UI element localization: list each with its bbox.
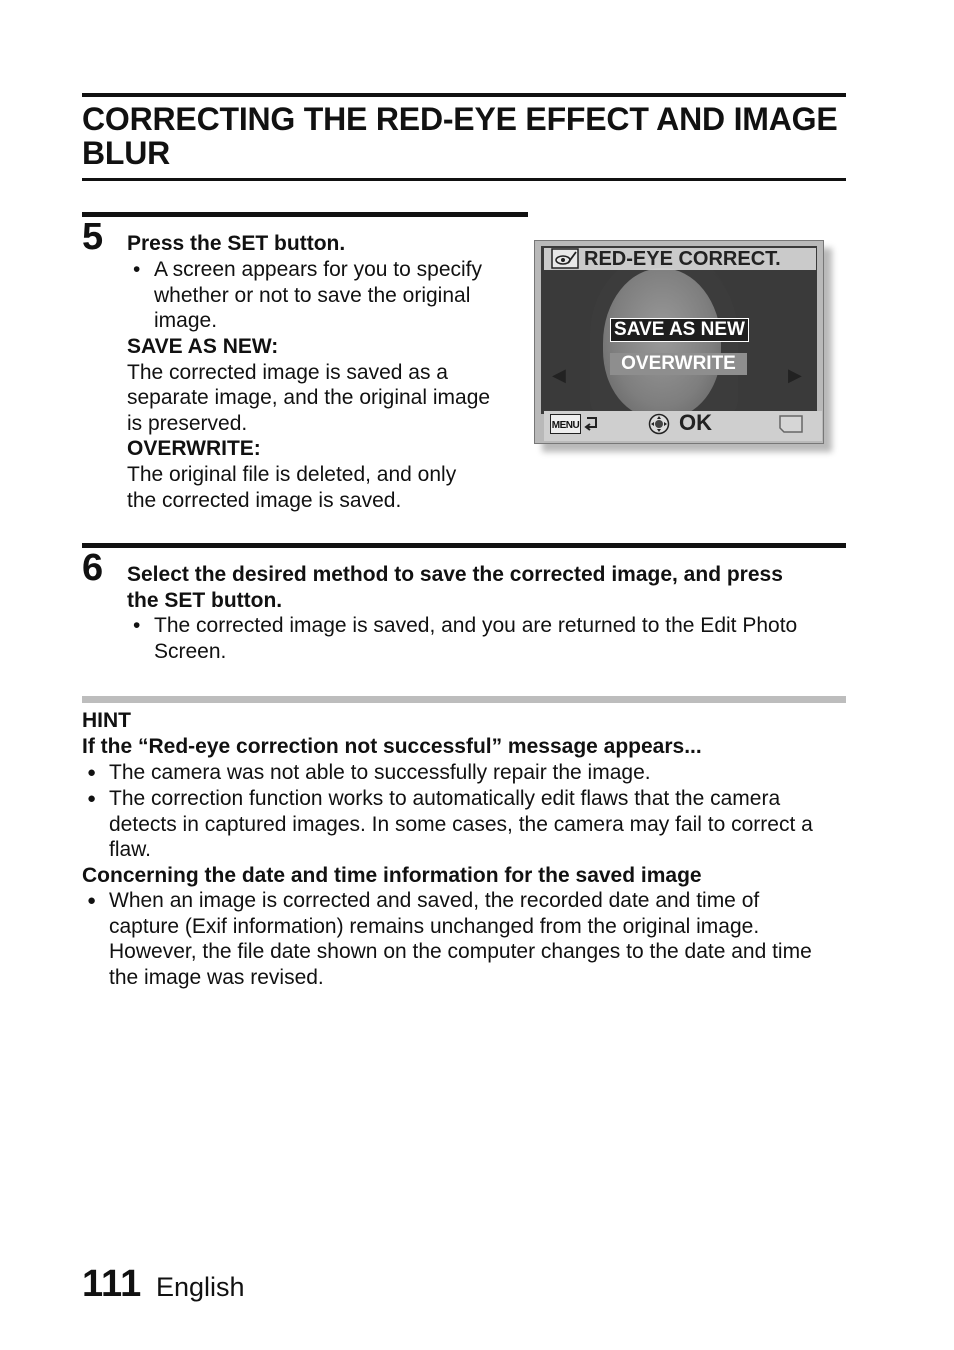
step5-bullet-line-1: A screen appears for you to specify: [154, 258, 483, 281]
hint-item-3-line-3: However, the file date shown on the computer changes to the date and time: [109, 940, 812, 964]
step6-heading-line-2: the SET button.: [127, 588, 283, 612]
step6-bullet-line-2: Screen.: [154, 639, 227, 663]
hint-item-2-line-2: detects in captured images. In some cases, the camera may fail to correct a: [109, 812, 813, 836]
hint-subhead-1: If the “Red-eye correction not successful” message appears...: [82, 735, 702, 758]
page-title: [82, 102, 852, 170]
left-arrow-icon[interactable]: ◀: [552, 365, 566, 385]
return-icon[interactable]: [583, 414, 601, 434]
step6-bullet-line-1: The corrected image is saved, and you are returned to the Edit Photo: [154, 614, 798, 637]
step5-number: 5: [82, 216, 104, 258]
step6-heading: [127, 562, 847, 613]
save-as-new-heading: SAVE AS NEW:: [127, 335, 279, 358]
camera-screen-title: RED-EYE CORRECT.: [584, 248, 781, 270]
save-as-new-line-1: The corrected image is saved as a: [127, 360, 448, 384]
menu-label: MENU: [551, 420, 580, 431]
bullet-mark: ●: [87, 764, 97, 781]
step6-bullet: [133, 613, 848, 665]
bullet-mark: ●: [87, 790, 97, 807]
step5-heading: Press the SET button.: [127, 232, 346, 255]
ok-label[interactable]: OK: [679, 410, 712, 435]
step5-bullet-line-3: image.: [154, 309, 218, 333]
dpad-icon: [648, 413, 670, 435]
bullet-mark: •: [133, 258, 141, 281]
overwrite-line-1: The original file is deleted, and only: [127, 462, 457, 486]
step5-rule: [82, 212, 528, 217]
title-top-rule: [82, 93, 846, 97]
hint-item-2-line-1: The correction function works to automatically edit flaws that the camera: [109, 787, 781, 810]
hint-item-3-line-2: capture (Exif information) remains unchanged from the original image.: [109, 914, 760, 938]
title-bottom-rule: [82, 178, 846, 181]
option-overwrite[interactable]: OVERWRITE: [610, 353, 747, 375]
page-language: English: [156, 1272, 245, 1302]
save-as-new-description: [127, 334, 527, 513]
option-save-as-new[interactable]: SAVE AS NEW: [610, 318, 749, 342]
red-eye-icon: [551, 248, 579, 269]
hint-item-3-line-4: the image was revised.: [109, 965, 324, 989]
portrait-face: [603, 268, 721, 418]
hint-divider: [82, 696, 846, 703]
overwrite-heading: OVERWRITE:: [127, 437, 261, 461]
hint-subhead-2: Concerning the date and time information for the saved image: [82, 864, 702, 887]
card-icon: [777, 414, 805, 434]
hint-item-1-line-1: The camera was not able to successfully repair the image.: [109, 761, 651, 784]
hint-label: HINT: [82, 709, 131, 732]
step6-rule: [82, 543, 846, 548]
hint-item: [87, 786, 847, 863]
save-as-new-line-3: is preserved.: [127, 411, 248, 435]
bullet-mark: ●: [87, 892, 97, 909]
page-title-line-1: CORRECTING THE RED-EYE EFFECT AND IMAGE: [82, 101, 838, 137]
hint-item-3-line-1: When an image is corrected and saved, the recorded date and time of: [109, 889, 760, 912]
page-title-line-2: BLUR: [82, 135, 171, 171]
page-number: 111: [82, 1263, 142, 1305]
hint-item-2-line-3: flaw.: [109, 838, 152, 862]
hint-item: [87, 760, 847, 786]
right-arrow-icon[interactable]: ▶: [788, 365, 802, 385]
bullet-mark: •: [133, 614, 141, 637]
menu-icon[interactable]: [550, 414, 581, 434]
step5-bullet: [133, 257, 523, 335]
step6-heading-line-1: Select the desired method to save the corrected image, and press: [127, 563, 783, 586]
step5-bullet-line-2: whether or not to save the original: [154, 283, 471, 307]
hint-item: [87, 888, 847, 991]
step6-number: 6: [82, 547, 104, 589]
save-as-new-line-2: separate image, and the original image: [127, 386, 491, 410]
overwrite-line-2: the corrected image is saved.: [127, 488, 402, 512]
